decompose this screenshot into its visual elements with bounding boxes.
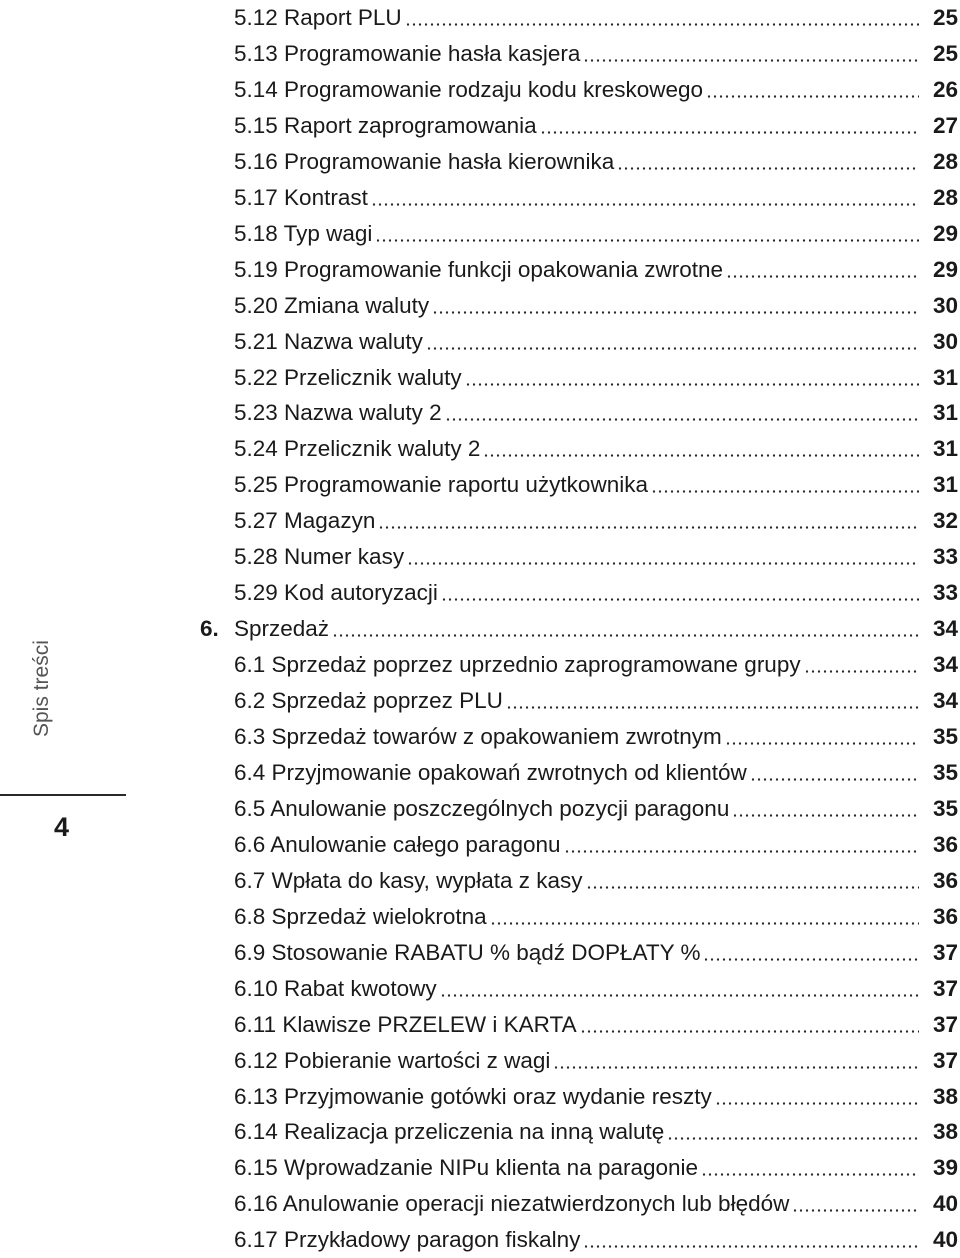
toc-entry-page: 40	[932, 1227, 958, 1253]
toc-entry-page: 30	[932, 292, 958, 318]
toc-entry-page: 25	[932, 5, 958, 30]
dot-leader	[553, 1066, 919, 1069]
toc-entry-page: 31	[932, 472, 958, 498]
dot-leader	[726, 275, 919, 278]
toc-entry-title: 6.17 Przykładowy paragon fiskalny	[234, 1227, 581, 1253]
toc-entry-page: 40	[932, 1191, 958, 1217]
toc-entry-title: 6.13 Przyjmowanie gotówki oraz wydanie reszty	[234, 1083, 712, 1109]
dot-leader	[375, 239, 919, 242]
dot-leader	[432, 311, 919, 314]
toc-entry-page: 30	[932, 328, 958, 354]
dot-leader	[701, 1173, 919, 1176]
toc-entry-page: 31	[932, 364, 958, 390]
toc-entry-page: 32	[932, 508, 958, 534]
toc-entry-page: 39	[932, 1155, 958, 1181]
toc-entry[interactable]	[200, 1150, 958, 1186]
toc-entry-title: 6.15 Wprowadzanie NIPu klienta na paragonie	[234, 1155, 699, 1181]
toc-entry[interactable]	[200, 935, 958, 971]
toc-entry-title: 5.24 Przelicznik waluty 2	[234, 436, 481, 462]
toc-entry[interactable]	[200, 72, 958, 108]
toc-entry[interactable]	[200, 1222, 958, 1258]
dot-leader	[407, 562, 919, 565]
dot-leader	[441, 598, 919, 601]
toc-entry-page: 38	[932, 1119, 958, 1145]
toc-entry[interactable]	[200, 863, 958, 899]
toc-entry-page: 33	[932, 544, 958, 570]
dot-leader	[378, 526, 919, 529]
dot-leader	[750, 778, 919, 781]
dot-leader	[586, 886, 920, 889]
toc-entry-title: 6.7 Wpłata do kasy, wypłata z kasy	[234, 867, 583, 893]
dot-leader	[667, 1137, 919, 1140]
dot-leader	[651, 490, 919, 493]
toc-entry[interactable]	[200, 467, 958, 503]
toc-entry-title: 6.12 Pobieranie wartości z wagi	[234, 1047, 551, 1073]
toc-entry-title: 6.6 Anulowanie całego paragonu	[234, 831, 561, 857]
toc-entry-title: 5.13 Programowanie hasła kasjera	[234, 40, 581, 66]
toc-entry-title: 6.3 Sprzedaż towarów z opakowaniem zwrotnym	[234, 724, 722, 749]
toc-entry[interactable]	[200, 827, 958, 863]
dot-leader	[405, 23, 919, 26]
dot-leader	[580, 1030, 919, 1033]
toc-entry-page: 38	[932, 1083, 958, 1109]
toc-entry-title: 5.29 Kod autoryzacji	[234, 580, 438, 606]
toc-entry[interactable]	[200, 719, 958, 755]
dot-leader	[564, 850, 919, 853]
toc-entry[interactable]	[200, 36, 958, 72]
toc-entry-title: 6.8 Sprzedaż wielokrotna	[234, 903, 487, 929]
toc-entry-title: 5.20 Zmiana waluty	[234, 292, 430, 318]
toc-entry-title: 5.14 Programowanie rodzaju kodu kreskowego	[234, 76, 704, 102]
toc-entry-page: 37	[932, 1011, 958, 1037]
toc-entry[interactable]	[200, 252, 958, 288]
toc-entry-title: 5.28 Numer kasy	[234, 544, 405, 570]
dot-leader	[792, 1209, 919, 1212]
toc-entry-page: 37	[932, 939, 958, 965]
toc-entry[interactable]	[200, 755, 958, 791]
toc-entry-title: 5.25 Programowanie raportu użytkownika	[234, 472, 648, 498]
dot-leader	[490, 922, 919, 925]
toc-entry[interactable]	[200, 971, 958, 1007]
toc-entry[interactable]	[200, 647, 958, 683]
dot-leader	[804, 670, 919, 673]
toc-entry[interactable]	[200, 431, 958, 467]
dot-leader	[506, 706, 919, 709]
toc-entry-page: 28	[932, 184, 958, 210]
dot-leader	[440, 994, 919, 997]
section-label: Spis treści	[30, 640, 53, 737]
toc-entry-page: 33	[932, 580, 958, 606]
toc-entry-title: 6.1 Sprzedaż poprzez uprzednio zaprogramowane grupy	[234, 652, 801, 678]
toc-entry[interactable]	[200, 899, 958, 935]
toc-entry-title: 5.16 Programowanie hasła kierownika	[234, 148, 615, 174]
toc-entry-title: 6.4 Przyjmowanie opakowań zwrotnych od klientów	[234, 759, 747, 785]
toc-entry-page: 31	[932, 400, 958, 426]
toc-entry[interactable]	[200, 503, 958, 539]
toc-entry-title: 6.5 Anulowanie poszczególnych pozycji paragonu	[234, 795, 730, 821]
toc-entry[interactable]	[200, 180, 958, 216]
dot-leader	[725, 742, 919, 745]
toc-entry-page: 36	[932, 903, 958, 929]
toc-entry-title: 5.21 Nazwa waluty	[234, 328, 423, 354]
toc-entry-page: 31	[932, 436, 958, 462]
toc-chapter-entry[interactable]	[200, 611, 958, 647]
toc-entry-page: 27	[932, 112, 958, 138]
dot-leader	[703, 958, 919, 961]
dot-leader	[445, 418, 919, 421]
toc-entry[interactable]	[200, 216, 958, 252]
toc-entry-title: 5.27 Magazyn	[234, 508, 376, 534]
toc-entry-page: 25	[932, 40, 958, 66]
dot-leader	[483, 454, 919, 457]
toc-entry-title: 5.15 Raport zaprogramowania	[234, 112, 537, 138]
toc-entry-page: 37	[932, 1047, 958, 1073]
chapter-number: 6.	[200, 616, 219, 642]
toc-entry-page: 35	[932, 795, 958, 821]
toc-entry-page: 34	[932, 616, 958, 642]
toc-entry-title: 6.9 Stosowanie RABATU % bądź DOPŁATY %	[234, 939, 701, 965]
toc-entry[interactable]	[200, 1007, 958, 1043]
toc-entry-page: 34	[932, 652, 958, 678]
toc-entry-page: 26	[932, 76, 958, 102]
dot-leader	[706, 95, 919, 98]
toc-entry-page: 28	[932, 148, 958, 174]
toc-entry-page: 35	[932, 759, 958, 785]
toc-entry[interactable]	[200, 0, 958, 36]
toc-entry[interactable]	[200, 539, 958, 575]
toc-entry[interactable]	[200, 324, 958, 360]
toc-entry-title: 6.10 Rabat kwotowy	[234, 975, 437, 1001]
toc-entry[interactable]	[200, 395, 958, 431]
dot-leader	[583, 1245, 919, 1248]
toc-entry-title: 5.22 Przelicznik waluty	[234, 364, 462, 390]
toc-entry[interactable]	[200, 360, 958, 396]
toc-entry-title: 6.2 Sprzedaż poprzez PLU	[234, 688, 503, 714]
dot-leader	[540, 131, 919, 134]
toc-entry-title: 6.16 Anulowanie operacji niezatwierdzonych lub błędów	[234, 1191, 790, 1217]
toc-entry-title: 6.11 Klawisze PRZELEW i KARTA	[234, 1011, 577, 1037]
toc-entry-page: 29	[932, 256, 958, 282]
toc-entry-page: 36	[932, 831, 958, 857]
divider	[0, 794, 126, 796]
toc-entry[interactable]	[200, 1079, 958, 1115]
toc-entry[interactable]	[200, 791, 958, 827]
toc-entry[interactable]	[200, 575, 958, 611]
toc-entry-page: 36	[932, 867, 958, 893]
toc-entry-page: 29	[932, 220, 958, 246]
dot-leader	[332, 634, 919, 637]
toc-entry-title: 5.23 Nazwa waluty 2	[234, 400, 442, 426]
toc-entry-title: Sprzedaż	[234, 616, 330, 642]
toc-entry-page: 34	[932, 688, 958, 714]
toc-entry[interactable]	[200, 683, 958, 719]
toc-entry-title: 5.12 Raport PLU	[234, 5, 402, 30]
toc-entry-title: 5.19 Programowanie funkcji opakowania zwrotne	[234, 256, 724, 282]
toc-entry[interactable]	[200, 288, 958, 324]
toc-entry-title: 5.17 Kontrast	[234, 184, 368, 210]
dot-leader	[583, 59, 919, 62]
dot-leader	[732, 814, 919, 817]
dot-leader	[465, 383, 919, 386]
toc-entry[interactable]	[200, 1114, 958, 1150]
dot-leader	[371, 203, 919, 206]
dot-leader	[715, 1102, 919, 1105]
dot-leader	[617, 167, 919, 170]
toc-entry[interactable]	[200, 1043, 958, 1079]
toc-entry-page: 37	[932, 975, 958, 1001]
toc-entry-title: 5.18 Typ wagi	[234, 220, 373, 246]
page-number: 4	[54, 812, 70, 842]
toc-entry-page: 35	[932, 724, 958, 749]
toc-entry[interactable]	[200, 1186, 958, 1222]
toc-entry[interactable]	[200, 108, 958, 144]
toc-entry[interactable]	[200, 144, 958, 180]
toc-entry-title: 6.14 Realizacja przeliczenia na inną walutę	[234, 1119, 665, 1145]
dot-leader	[426, 347, 919, 350]
